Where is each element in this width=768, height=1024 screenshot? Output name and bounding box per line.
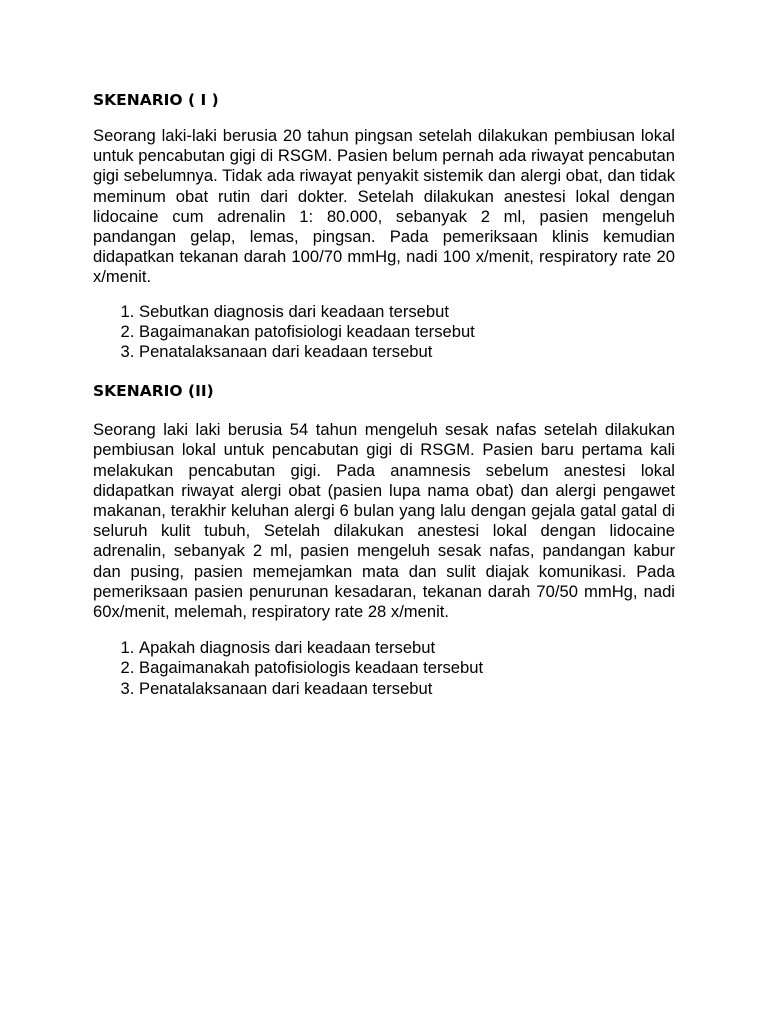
scenario-1-question: 3. Penatalaksanaan dari keadaan tersebut [139, 342, 675, 362]
scenario-1-heading: SKENARIO ( I ) [93, 91, 219, 109]
scenario-1-question: 1. Sebutkan diagnosis dari keadaan tersebut [139, 302, 675, 322]
scenario-2-question: 2. Bagaimanakah patofisiologis keadaan tersebut [139, 658, 675, 678]
scenario-1-question: 2. Bagaimanakan patofisiologi keadaan tersebut [139, 322, 675, 342]
scenario-2-question: 1. Apakah diagnosis dari keadaan tersebut [139, 638, 675, 658]
scenario-2-paragraph: Seorang laki laki berusia 54 tahun mengeluh sesak nafas setelah dilakukan pembiusan lokal untuk pencabutan gigi di RSGM. Pasien baru pertama kali melakukan pencabutan gigi. Pada anamnesis sebelum anestesi lokal didapatkan riwayat alergi obat (pasien lupa nama obat) dan alergi pengawet makanan, terakhir keluhan alergi 6 bulan yang lalu dengan gejala gatal gatal di seluruh kulit tubuh, Setelah dilakukan anestesi lokal dengan lidocaine adrenalin, sebanyak 2 ml, pasien mengeluh sesak nafas, pandangan kabur dan pusing, pasien memejamkan mata dan sulit diajak komunikasi. Pada pemeriksaan pasien penurunan kesadaran, tekanan darah 70/50 mmHg, nadi 60x/menit, melemah, respiratory rate 28 x/menit. [93, 420, 675, 622]
document-page [93, 89, 675, 699]
scenario-2-question: 3. Penatalaksanaan dari keadaan tersebut [139, 679, 675, 699]
scenario-2-heading: SKENARIO (II) [93, 382, 214, 401]
scenario-2-question-list [93, 638, 675, 699]
scenario-1-paragraph: Seorang laki-laki berusia 20 tahun pingsan setelah dilakukan pembiusan lokal untuk pencabutan gigi di RSGM. Pasien belum pernah ada riwayat pencabutan gigi sebelumnya. Tidak ada riwayat penyakit sistemik dan alergi obat, dan tidak meminum obat rutin dari dokter. Setelah dilakukan anestesi lokal dengan lidocaine cum adrenalin 1: 80.000, sebanyak 2 ml, pasien mengeluh pandangan gelap, lemas, pingsan. Pada pemeriksaan klinis kemudian didapatkan tekanan darah 100/70 mmHg, nadi 100 x/menit, respiratory rate 20 x/menit. [93, 126, 675, 287]
scenario-1-question-list [93, 302, 675, 363]
